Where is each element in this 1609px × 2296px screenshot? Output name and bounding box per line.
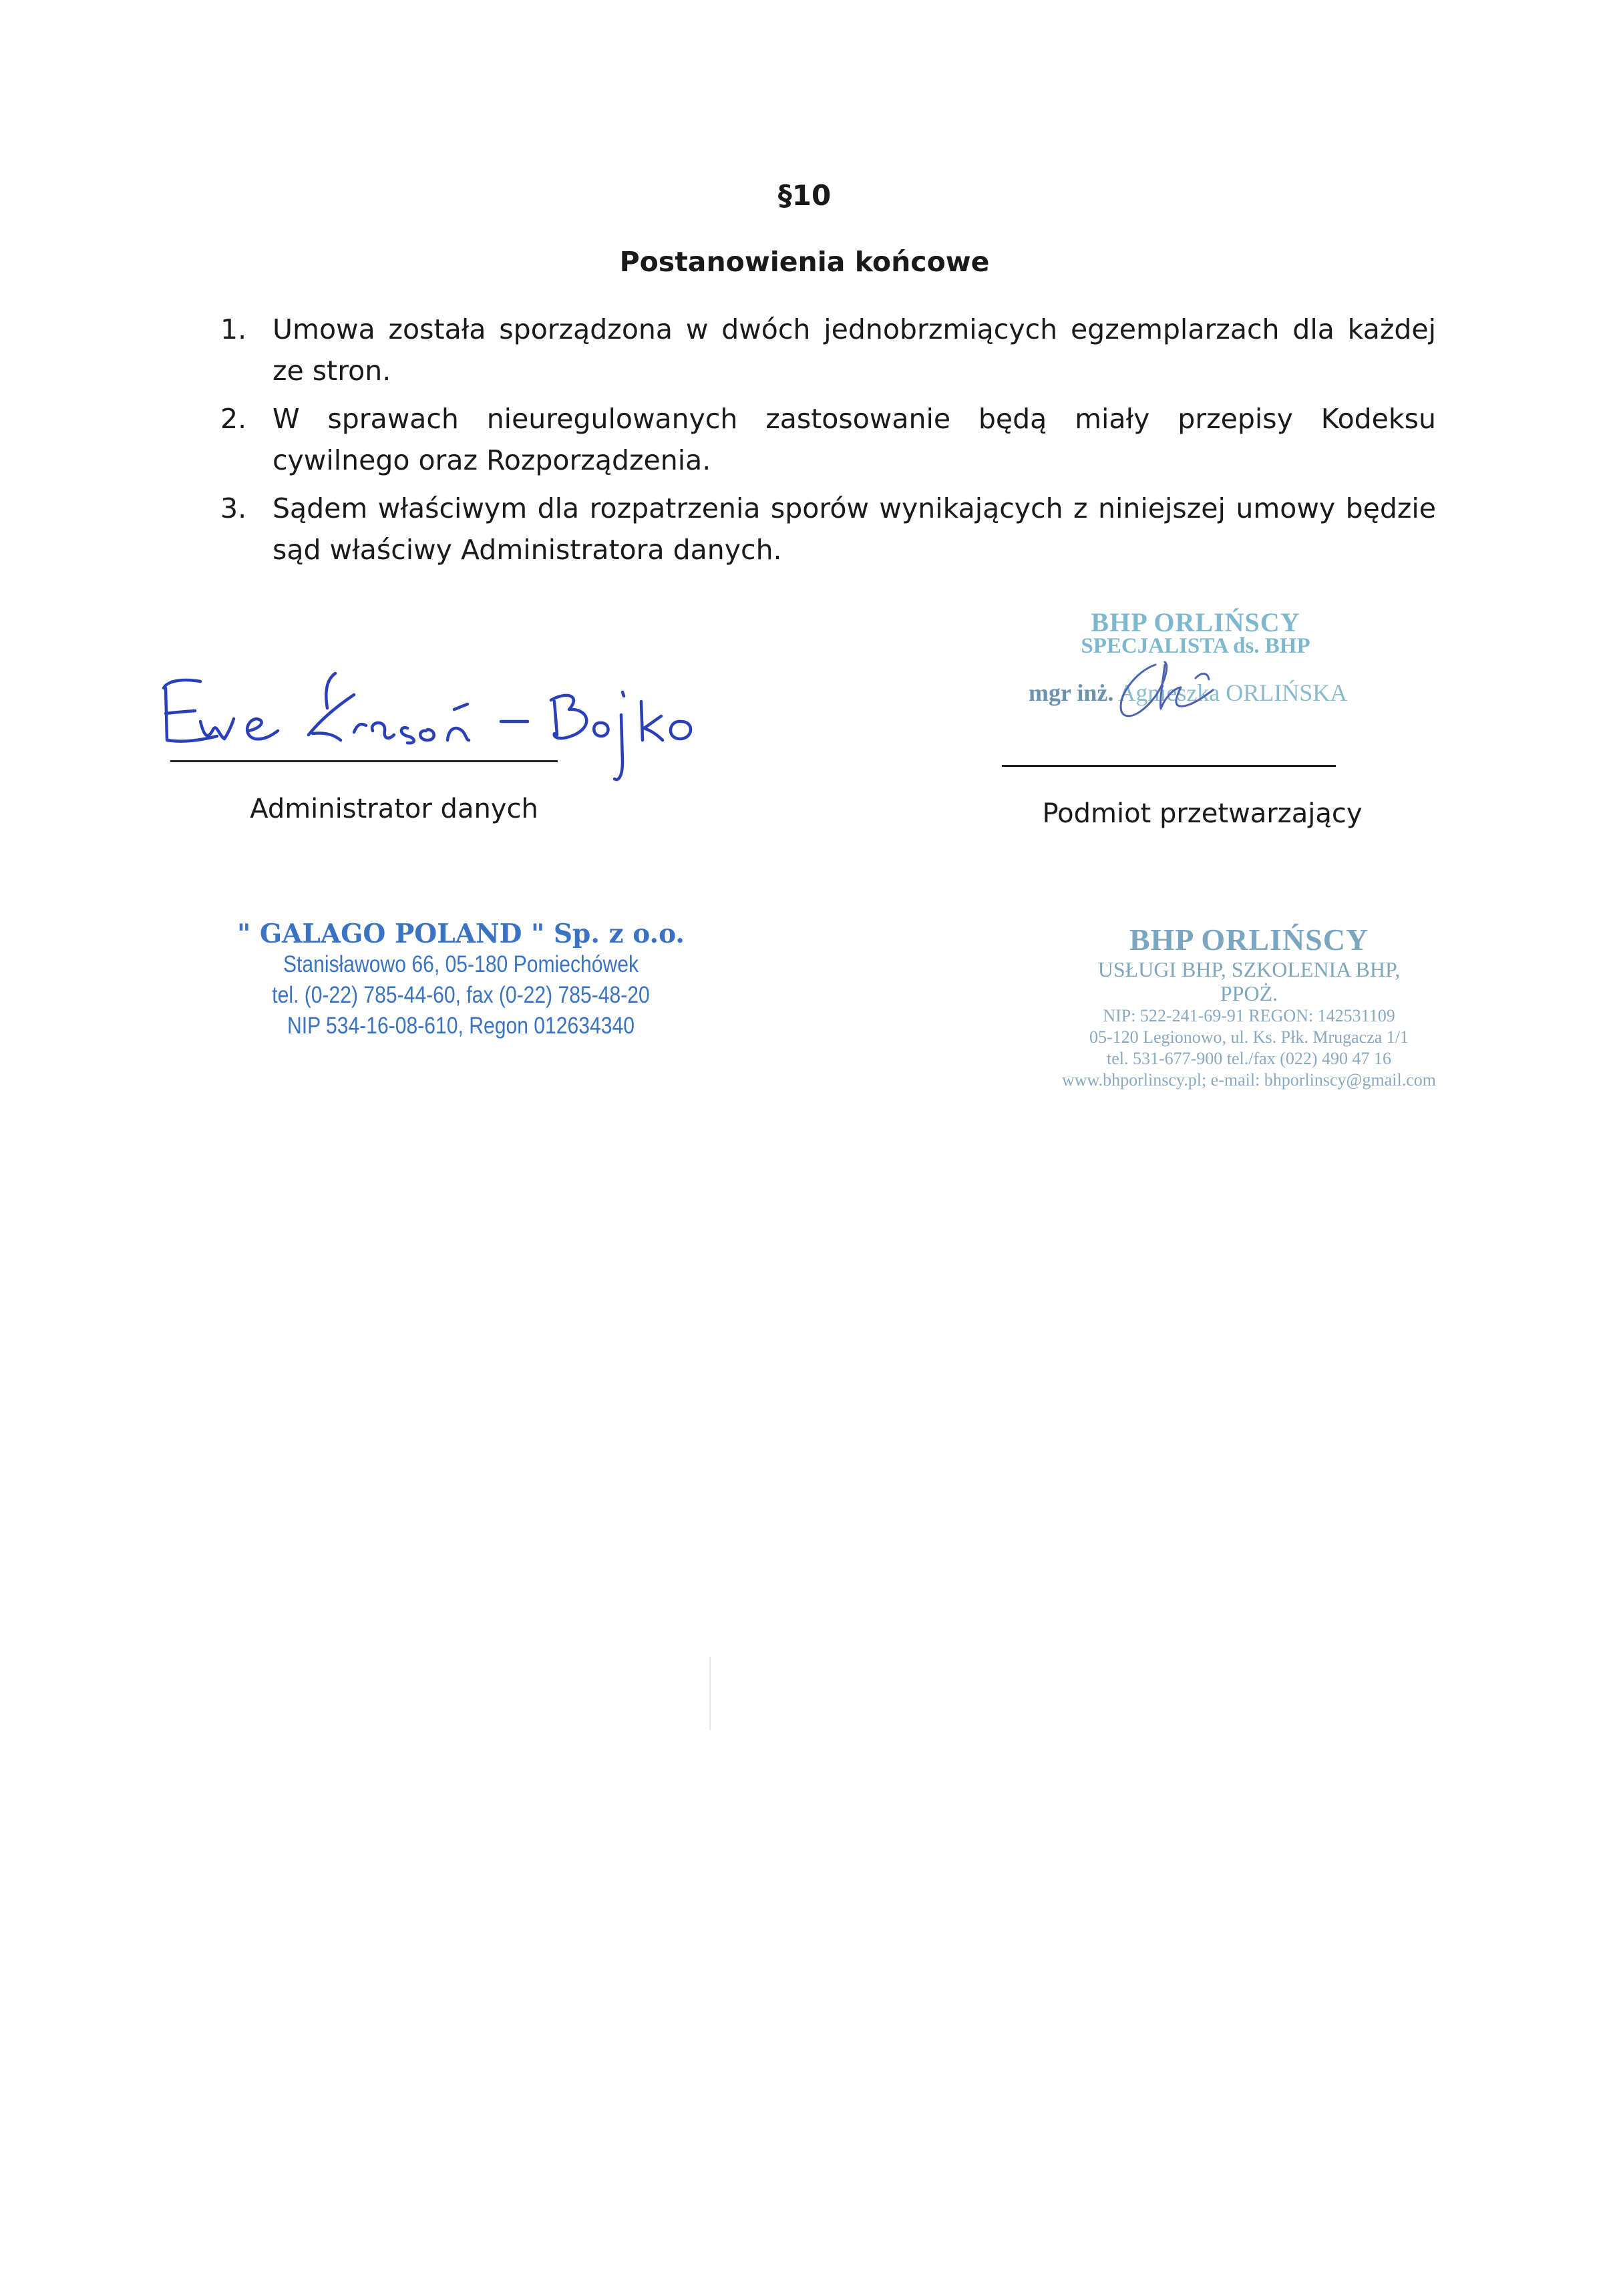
- stamp-bhp-services-2: PPOŻ.: [1220, 981, 1278, 1005]
- signature-line-processor: [1002, 765, 1336, 767]
- section-title: Postanowienia końcowe: [619, 246, 990, 278]
- clause-text: Sądem właściwym dla rozpatrzenia sporów wynikających z niniejszej umowy będzie sąd właściwy Administratora danych.: [273, 492, 1436, 566]
- stamp-galago-phone: tel. (0-22) 785-44-60, fax (0-22) 785-48-20: [272, 982, 650, 1008]
- stamp-galago-ids: NIP 534-16-08-610, Regon 012634340: [287, 1013, 635, 1039]
- clause-item: [220, 488, 1436, 570]
- scan-artifact-line: [709, 1657, 711, 1730]
- stamp-galago: [234, 919, 688, 1041]
- clause-number: 3.: [220, 492, 247, 524]
- clause-item: [220, 398, 1436, 481]
- stamp-specialist-company: BHP ORLIŃSCY: [1091, 607, 1300, 637]
- stamp-specialist-role: SPECJALISTA ds. BHP: [1081, 634, 1310, 658]
- clause-number: 1.: [220, 313, 247, 345]
- signature-label-administrator: Administrator danych: [250, 794, 538, 824]
- stamp-specialist-title: mgr inż.: [1029, 679, 1114, 706]
- signature-label-processor: Podmiot przetwarzający: [1042, 798, 1363, 829]
- stamp-bhp-web: www.bhporlinscy.pl; e-mail: bhporlinscy@gmail.com: [1062, 1070, 1436, 1090]
- stamp-bhp-name: BHP ORLIŃSCY: [1129, 923, 1369, 957]
- stamp-galago-name: " GALAGO POLAND " Sp. z o.o.: [236, 919, 685, 949]
- clause-text: W sprawach nieuregulowanych zastosowanie będą miały przepisy Kodeksu cywilnego oraz Rozporządzenia.: [273, 403, 1436, 476]
- stamp-bhp-company: [1029, 922, 1469, 1091]
- stamp-galago-address: Stanisławowo 66, 05-180 Pomiechówek: [283, 951, 639, 977]
- stamp-bhp-services: USŁUGI BHP, SZKOLENIA BHP,: [1097, 957, 1401, 981]
- signature-administrator-icon: [154, 661, 781, 802]
- section-number: §10: [777, 179, 832, 212]
- stamp-bhp-ids: NIP: 522-241-69-91 REGON: 142531109: [1103, 1006, 1395, 1025]
- stamp-bhp-address: 05-120 Legionowo, ul. Ks. Płk. Mrugacza 1/1: [1089, 1027, 1409, 1047]
- stamp-bhp-phone: tel. 531-677-900 tel./fax (022) 490 47 16: [1106, 1049, 1392, 1068]
- clause-item: [220, 309, 1436, 391]
- clause-text: Umowa została sporządzona w dwóch jednobrzmiących egzemplarzach dla każdej ze stron.: [273, 313, 1436, 387]
- clause-list: [220, 309, 1436, 577]
- signature-processor-icon: [1095, 638, 1249, 731]
- signature-line-administrator: [170, 760, 558, 762]
- stamp-specialist-person: Agnieszka ORLIŃSKA: [1118, 679, 1348, 706]
- clause-number: 2.: [220, 403, 247, 435]
